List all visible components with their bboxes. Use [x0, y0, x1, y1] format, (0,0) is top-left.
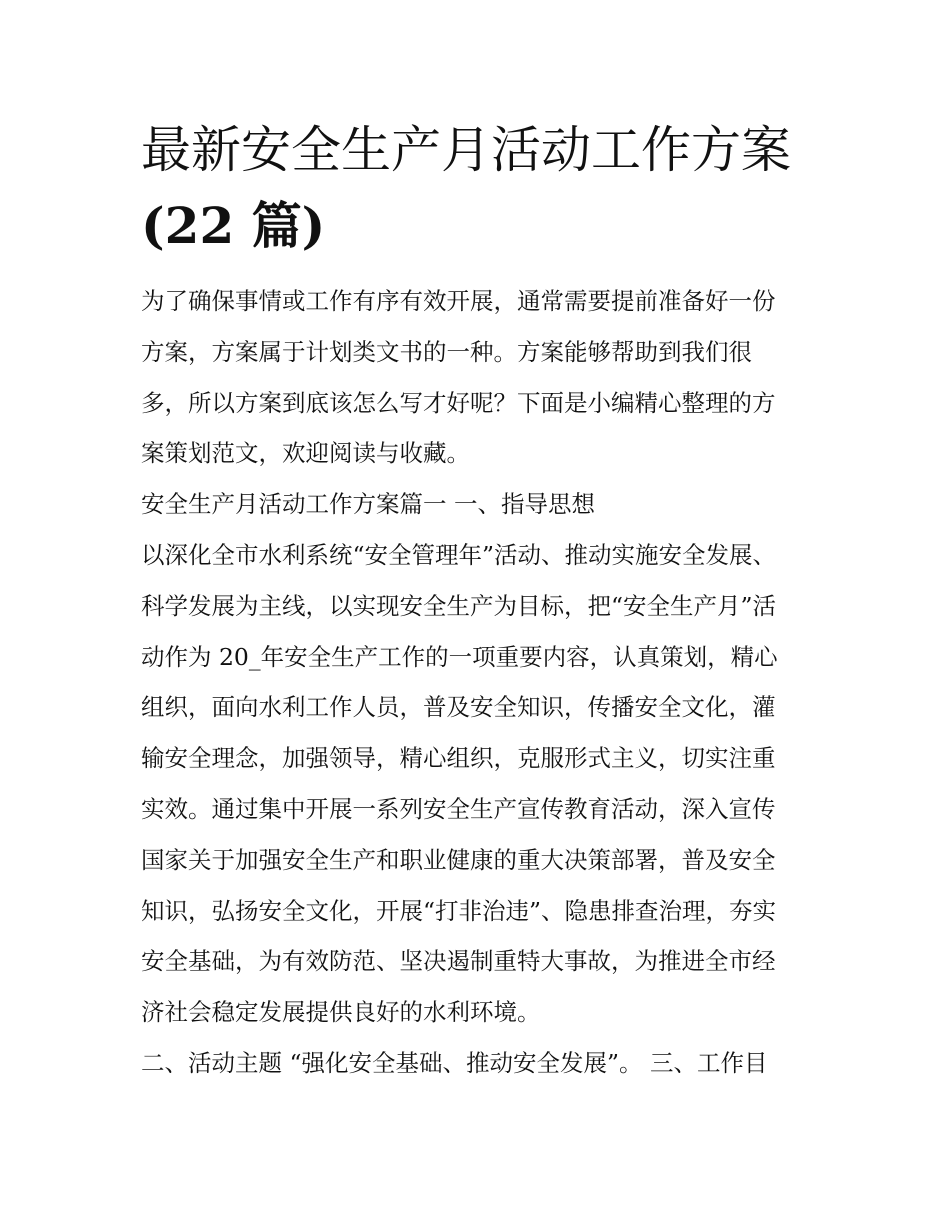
body-line: 输安全理念，加强领导，精心组织，克服形式主义，切实注重: [141, 744, 776, 773]
title-line-1: 最新安全生产月活动工作方案: [141, 121, 791, 179]
body-line: 为了确保事情或工作有序有效开展，通常需要提前准备好一份: [141, 287, 776, 315]
body-line: 知识，弘扬安全文化，开展“打非治违”、隐患排查治理，夯实: [141, 896, 777, 925]
body-line: 安全基础，为有效防范、坚决遏制重特大事故，为推进全市经: [141, 947, 776, 976]
section-heading-line: 二、活动主题 “强化安全基础、推动安全发展”。 三、工作目: [141, 1048, 768, 1077]
body-line: 济社会稳定发展提供良好的水利环境。: [141, 998, 541, 1027]
body-line: 案策划范文，欢迎阅读与收藏。: [141, 439, 470, 468]
title-line-2: (22 篇): [141, 196, 326, 255]
body-line: 组织，面向水利工作人员，普及安全知识，传播安全文化，灌: [141, 693, 776, 722]
body-line: 动作为 20_年安全生产工作的一项重要内容，认真策划，精心: [141, 642, 778, 671]
body-line: 方案，方案属于计划类文书的一种。方案能够帮助到我们很: [141, 337, 752, 366]
document-body: [141, 276, 811, 1089]
body-line: 国家关于加强安全生产和职业健康的重大决策部署，普及安全: [141, 845, 776, 874]
body-line: 科学发展为主线，以实现安全生产为目标，把“安全生产月”活: [141, 591, 777, 620]
body-line: 多，所以方案到底该怎么写才好呢？下面是小编精心整理的方: [141, 388, 776, 417]
body-line: 以深化全市水利系统“安全管理年”活动、推动实施安全发展、: [141, 540, 777, 569]
document-title: [141, 112, 821, 264]
body-line: 实效。通过集中开展一系列安全生产宣传教育活动，深入宣传: [141, 794, 776, 823]
section-heading-line: 安全生产月活动工作方案篇一 一、指导思想: [141, 490, 595, 519]
